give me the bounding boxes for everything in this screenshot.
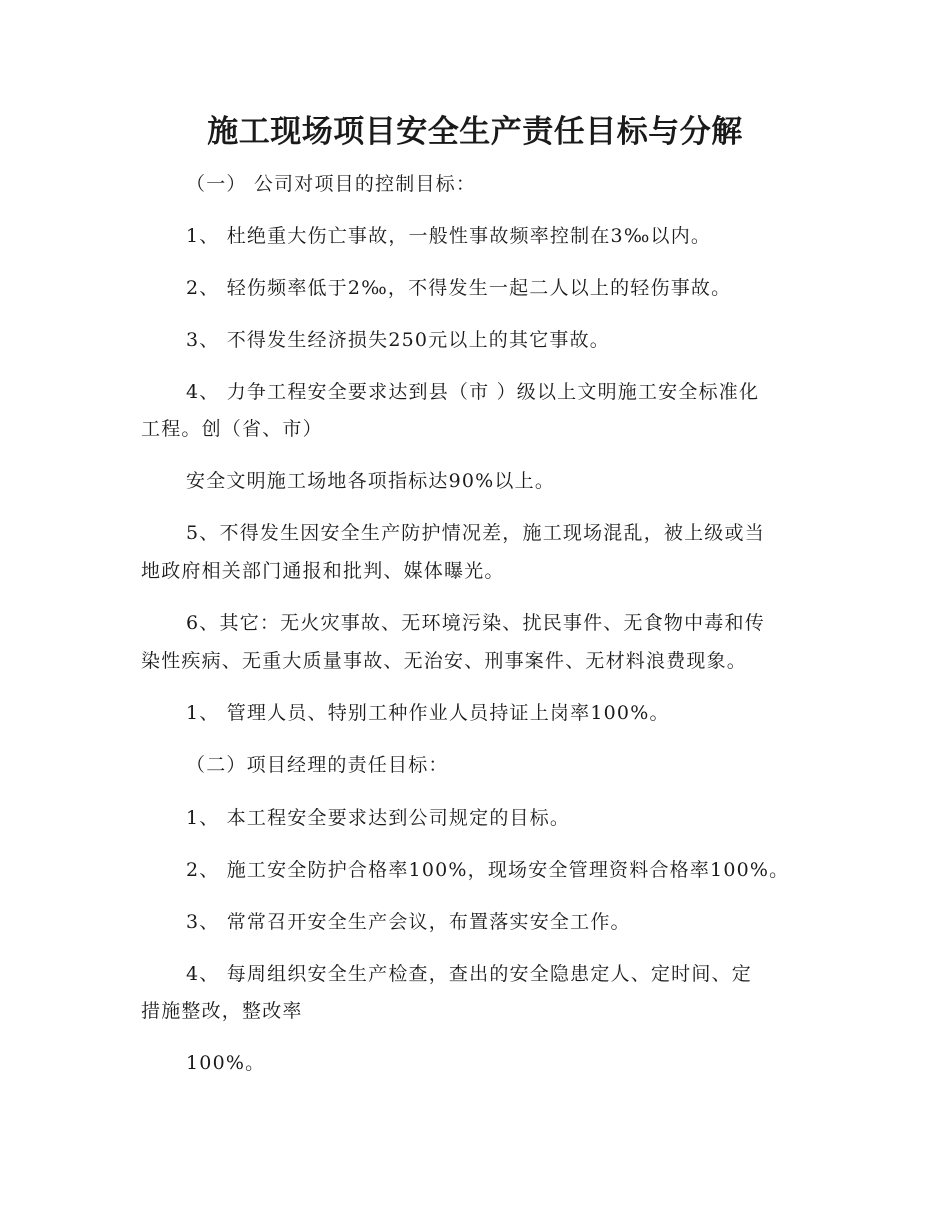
- paragraph-line: 1、 管理人员、特别工种作业人员持证上岗率100%。: [186, 702, 670, 724]
- paragraph-line: 4、 每周组织安全生产检查，查出的安全隐患定人、定时间、定: [186, 963, 752, 985]
- paragraph-line: 3、 常常召开安全生产会议，布置落实安全工作。: [186, 911, 631, 933]
- paragraph-line: 4、 力争工程安全要求达到县（市 ）级以上文明施工安全标准化: [186, 381, 760, 403]
- paragraph-line: 1、 本工程安全要求达到公司规定的目标。: [186, 807, 571, 829]
- paragraph-line: 安全文明施工场地各项指标达90%以上。: [186, 470, 556, 492]
- document-title: 施工现场项目安全生产责任目标与分解: [207, 114, 743, 150]
- section-heading-company: （一） 公司对项目的控制目标：: [186, 173, 477, 195]
- paragraph-line: 1、 杜绝重大伤亡事故，一般性事故频率控制在3‰以内。: [186, 225, 712, 247]
- paragraph-line: 100%。: [186, 1052, 266, 1074]
- paragraph-line: 2、 施工安全防护合格率100%，现场安全管理资料合格率100%。: [186, 859, 790, 881]
- paragraph-line: 6、其它：无火灾事故、无环境污染、扰民事件、无食物中毒和传: [186, 612, 765, 634]
- paragraph-line: 2、 轻伤频率低于2‰，不得发生一起二人以上的轻伤事故。: [186, 277, 732, 299]
- paragraph-line: 5、不得发生因安全生产防护情况差，施工现场混乱，被上级或当: [186, 522, 765, 544]
- paragraph-line: 工程。创（省、市）: [141, 418, 323, 440]
- paragraph-line: 措施整改，整改率: [141, 1000, 303, 1022]
- section-heading-manager: （二）项目经理的责任目标：: [186, 754, 449, 776]
- paragraph-line: 地政府相关部门通报和批判、媒体曝光。: [141, 560, 505, 582]
- paragraph-line: 3、 不得发生经济损失250元以上的其它事故。: [186, 329, 610, 351]
- paragraph-line: 染性疾病、无重大质量事故、无治安、刑事案件、无材料浪费现象。: [141, 650, 748, 672]
